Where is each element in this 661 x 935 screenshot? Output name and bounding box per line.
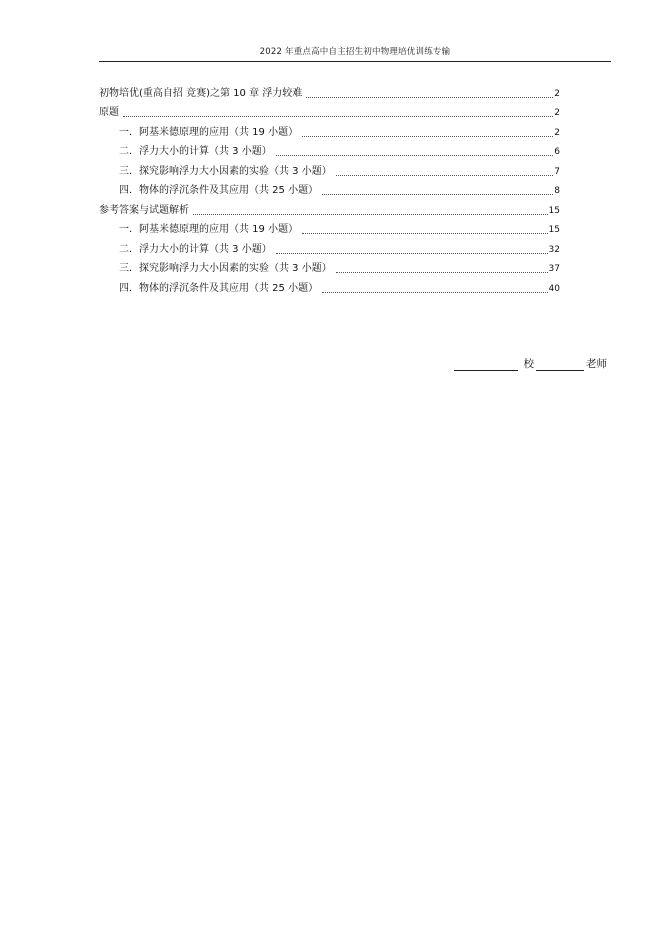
toc-dot-leader xyxy=(302,232,547,234)
toc-entry-title: 三．探究影响浮力大小因素的实验（共 3 小题） xyxy=(119,165,332,177)
toc-dot-leader xyxy=(193,213,548,215)
toc-entry[interactable] xyxy=(99,257,560,277)
toc-entry-title: 初物培优(重高自招 竞赛)之第 10 章 浮力较难 xyxy=(99,87,303,99)
toc-dot-leader xyxy=(306,96,553,98)
toc-entry-title: 二．浮力大小的计算（共 3 小题） xyxy=(119,146,272,157)
toc-entry[interactable] xyxy=(99,179,560,199)
teacher-blank xyxy=(536,358,584,371)
toc-entry[interactable] xyxy=(99,81,560,101)
toc-entry-title: 四．物体的浮沉条件及其应用（共 25 小题） xyxy=(119,282,319,294)
toc-dot-leader xyxy=(276,252,548,254)
toc-entry[interactable] xyxy=(99,120,560,140)
toc-entry-page: 32 xyxy=(548,244,560,255)
toc-entry-page: 2 xyxy=(554,88,560,99)
toc-entry-page: 2 xyxy=(554,127,560,138)
toc-entry[interactable] xyxy=(99,140,560,160)
toc-entry-title: 四．物体的浮沉条件及其应用（共 25 小题） xyxy=(119,185,319,196)
toc-entry-page: 2 xyxy=(554,108,560,118)
school-label: 校 xyxy=(523,358,534,370)
toc-entry-page: 40 xyxy=(548,283,560,294)
toc-dot-leader xyxy=(276,154,554,156)
toc-entry-title: 原题 xyxy=(99,107,119,118)
toc-entry[interactable] xyxy=(99,101,560,121)
toc-dot-leader xyxy=(322,291,547,293)
toc-entry[interactable] xyxy=(99,218,560,238)
page-header: 2022 年重点高中自主招生初中物理培优训练专输 xyxy=(99,43,611,62)
toc-entry-page: 6 xyxy=(554,147,560,157)
toc-entry[interactable] xyxy=(99,198,560,218)
toc-entry[interactable] xyxy=(99,237,560,257)
school-blank xyxy=(454,358,518,371)
toc-entry-title: 参考答案与试题解析 xyxy=(99,204,189,216)
toc-entry-title: 一．阿基米德原理的应用（共 19 小题） xyxy=(119,224,299,235)
toc-entry-title: 一．阿基米德原理的应用（共 19 小题） xyxy=(119,126,299,138)
toc-entry-page: 8 xyxy=(554,186,560,196)
toc-entry[interactable] xyxy=(99,159,560,179)
toc-entry-page: 15 xyxy=(548,205,560,216)
signature-line xyxy=(454,357,608,371)
toc-entry[interactable] xyxy=(99,276,560,296)
toc-entry-title: 三．探究影响浮力大小因素的实验（共 3 小题） xyxy=(119,263,332,274)
teacher-label: 老师 xyxy=(586,358,607,370)
toc-dot-leader xyxy=(336,174,554,176)
table-of-contents xyxy=(99,81,560,296)
toc-entry-title: 二．浮力大小的计算（共 3 小题） xyxy=(119,243,272,255)
toc-entry-page: 7 xyxy=(554,166,560,177)
toc-dot-leader xyxy=(336,271,548,273)
toc-dot-leader xyxy=(322,193,553,195)
toc-entry-page: 37 xyxy=(548,264,560,274)
toc-entry-page: 15 xyxy=(548,225,560,235)
toc-dot-leader xyxy=(302,135,553,137)
toc-dot-leader xyxy=(123,115,553,117)
